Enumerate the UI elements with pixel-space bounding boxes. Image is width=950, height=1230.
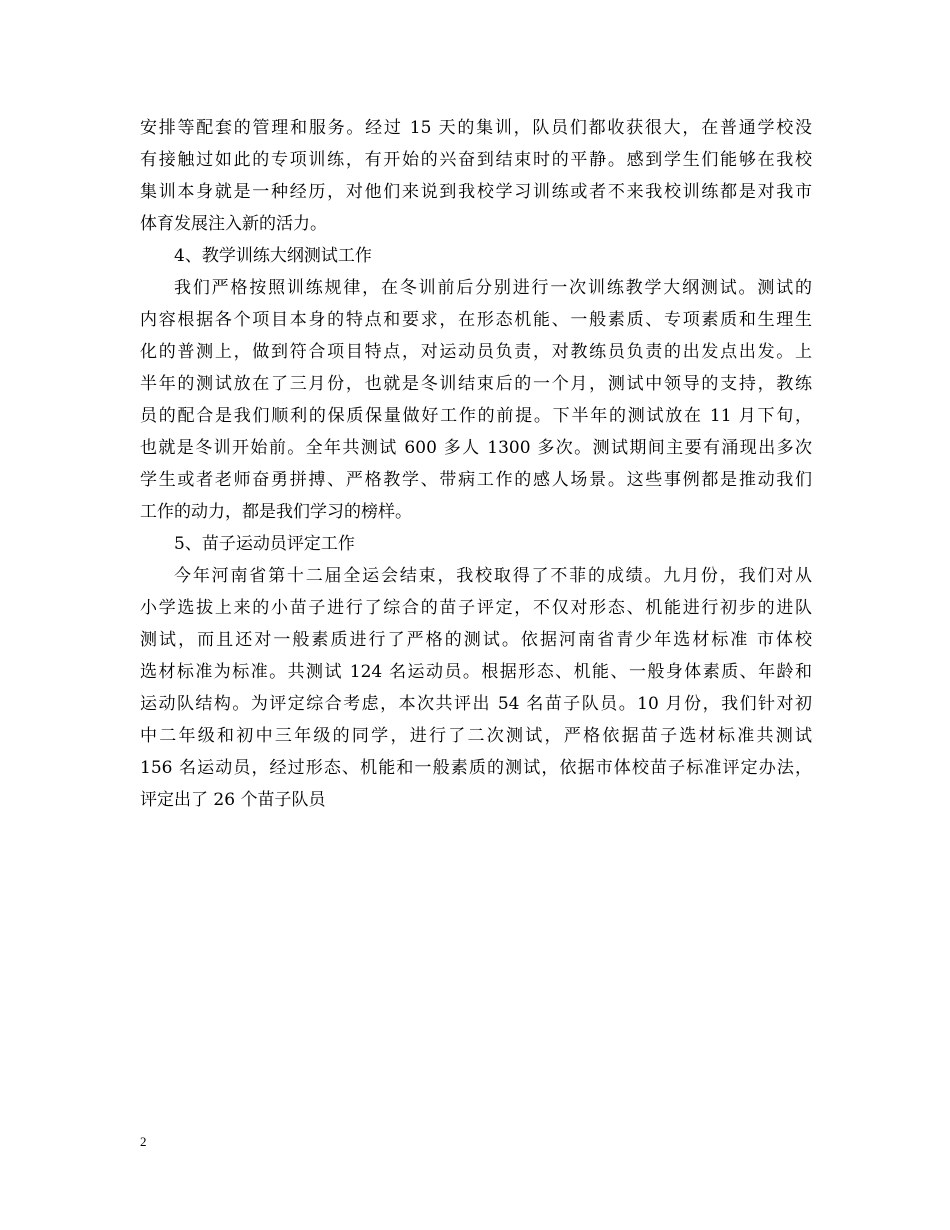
text-line: 也就是冬训开始前。全年共测试 600 多人 1300 多次。测试期间主要有涌现出多次	[140, 438, 812, 458]
text-line: 内容根据各个项目本身的特点和要求，在形态机能、一般素质、专项素质和生理生	[140, 310, 812, 330]
text-line: 小学选拔上来的小苗子进行了综合的苗子评定，不仅对形态、机能进行初步的进队	[140, 598, 812, 618]
text-line: 体育发展注入新的活力。	[140, 214, 327, 234]
section-heading: 5、苗子运动员评定工作	[174, 534, 355, 554]
text-line: 测试，而且还对一般素质进行了严格的测试。依据河南省青少年选材标准 市体校	[140, 630, 812, 650]
text-line: 安排等配套的管理和服务。经过 15 天的集训，队员们都收获很大，在普通学校没	[140, 118, 812, 138]
page-number: 2	[140, 1134, 147, 1149]
text-line: 156 名运动员，经过形态、机能和一般素质的测试，依据市体校苗子标准评定办法，	[140, 758, 812, 778]
text-line: 今年河南省第十二届全运会结束，我校取得了不菲的成绩。九月份，我们对从	[174, 566, 812, 586]
text-line: 半年的测试放在了三月份，也就是冬训结束后的一个月，测试中领导的支持，教练	[140, 374, 812, 394]
text-line: 选材标准为标准。共测试 124 名运动员。根据形态、机能、一般身体素质、年龄和	[140, 662, 812, 682]
text-line: 运动队结构。为评定综合考虑，本次共评出 54 名苗子队员。10 月份，我们针对初	[140, 694, 812, 714]
text-line: 学生或者老师奋勇拼搏、严格教学、带病工作的感人场景。这些事例都是推动我们	[140, 470, 812, 490]
text-line: 工作的动力，都是我们学习的榜样。	[140, 502, 412, 522]
text-line: 集训本身就是一种经历，对他们来说到我校学习训练或者不来我校训练都是对我市	[140, 182, 812, 202]
text-line: 我们严格按照训练规律，在冬训前后分别进行一次训练教学大纲测试。测试的	[174, 278, 812, 298]
section-heading: 4、教学训练大纲测试工作	[174, 246, 372, 266]
body-text	[140, 112, 812, 816]
text-line: 中二年级和初中三年级的同学，进行了二次测试，严格依据苗子选材标准共测试	[140, 726, 812, 746]
text-line: 员的配合是我们顺利的保质保量做好工作的前提。下半年的测试放在 11 月下旬，	[140, 406, 812, 426]
text-line: 评定出了 26 个苗子队员	[140, 790, 326, 810]
text-line: 有接触过如此的专项训练，有开始的兴奋到结束时的平静。感到学生们能够在我校	[140, 150, 812, 170]
text-line: 化的普测上，做到符合项目特点，对运动员负责，对教练员负责的出发点出发。上	[140, 342, 812, 362]
